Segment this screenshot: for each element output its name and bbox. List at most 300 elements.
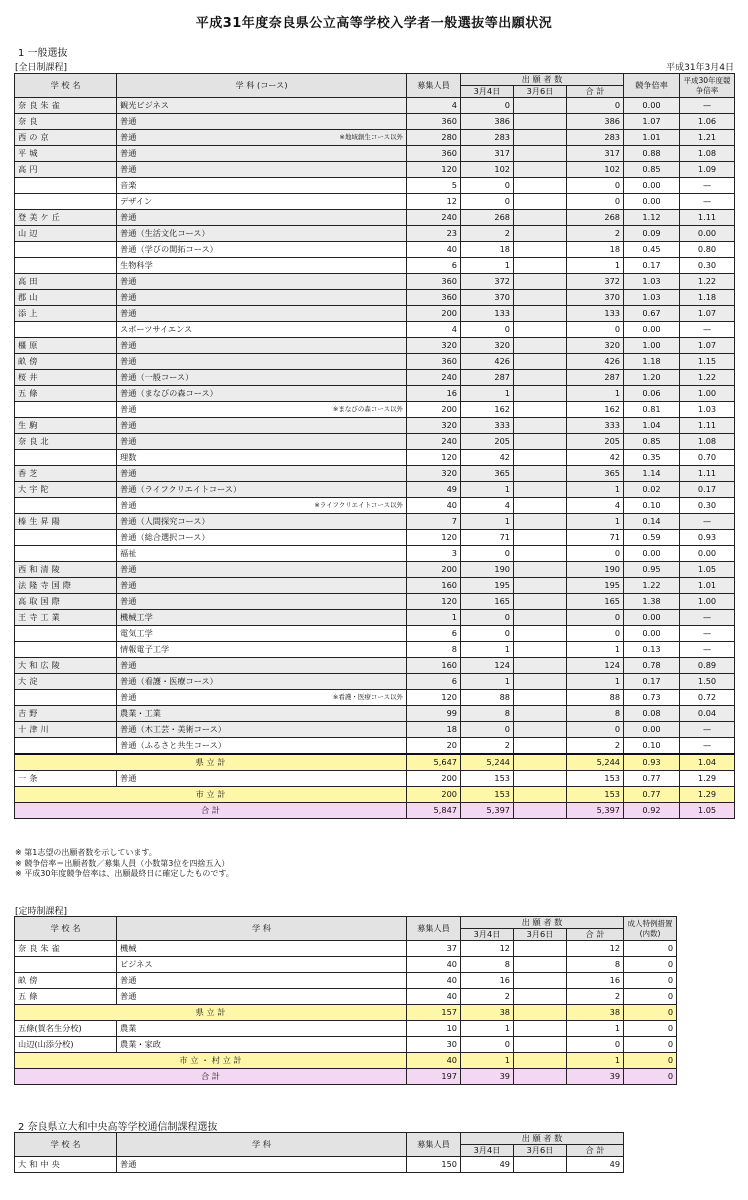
school-name: 吉野	[15, 706, 117, 722]
col-mar4: 3月4日	[461, 1145, 514, 1157]
mar4-cell: 49	[461, 1157, 514, 1173]
total-cell: 365	[567, 466, 624, 482]
mar6-cell	[514, 354, 567, 370]
prev-ratio-cell: 1.21	[680, 130, 735, 146]
dept-name	[117, 274, 407, 290]
prev-ratio-cell: —	[680, 738, 735, 755]
q-cell: 30	[407, 1037, 461, 1053]
quota-cell: 240	[407, 370, 461, 386]
total-label: 合 計	[15, 1069, 407, 1085]
prev-ratio-cell: 1.00	[680, 594, 735, 610]
total-cell: 0	[567, 194, 624, 210]
total-cell: 370	[567, 290, 624, 306]
quota-cell: 360	[407, 354, 461, 370]
total-cell: 0	[567, 546, 624, 562]
ratio-cell: 0.00	[624, 178, 680, 194]
total-cell: 333	[567, 418, 624, 434]
table-row	[15, 450, 735, 466]
r-total-cell: 0.92	[624, 803, 680, 819]
mar4-cell: 124	[461, 658, 514, 674]
ratio-cell: 0.85	[624, 434, 680, 450]
mar4-cell: 195	[461, 578, 514, 594]
total-cell: 317	[567, 146, 624, 162]
prev-ratio-cell: —	[680, 98, 735, 114]
quota-cell: 160	[407, 658, 461, 674]
mar4-cell: 1	[461, 386, 514, 402]
mar4-cell: 162	[461, 402, 514, 418]
dept-note: ※地域創生コース以外	[339, 133, 403, 141]
quota-cell: 120	[407, 594, 461, 610]
dept-note: ※看護・医療コース以外	[332, 693, 403, 701]
t-cell: 2	[567, 989, 624, 1005]
prev-ratio-cell: 0.17	[680, 482, 735, 498]
quota-cell: 49	[407, 482, 461, 498]
q-total-cell: 5,647	[407, 754, 461, 771]
mar6-cell	[514, 306, 567, 322]
ratio-cell: 0.00	[624, 610, 680, 626]
school-name: 大和広陵	[15, 658, 117, 674]
mar6-cell	[514, 690, 567, 706]
table-row	[15, 178, 735, 194]
total-cell: 0	[567, 722, 624, 738]
dept-label: 普通（看護・医療コース）	[120, 676, 218, 686]
table-row	[15, 771, 735, 787]
b-total-cell	[514, 1053, 567, 1069]
mar6-cell	[514, 130, 567, 146]
school-name	[15, 258, 117, 274]
dept-label: スポーツサイエンス	[120, 324, 193, 334]
quota-cell: 18	[407, 722, 461, 738]
dept-name	[117, 674, 407, 690]
col-prev-ratio: 平成30年度競争倍率	[680, 74, 735, 98]
dept-name	[117, 210, 407, 226]
dept-name	[117, 130, 407, 146]
dept-label: 理数	[120, 452, 137, 462]
prev-ratio-cell: 1.22	[680, 370, 735, 386]
mar4-cell: 88	[461, 690, 514, 706]
school-name	[15, 957, 117, 973]
dept-label: 普通	[120, 356, 137, 366]
school-name	[15, 546, 117, 562]
table-row	[15, 642, 735, 658]
col-applicants: 出 願 者 数	[461, 74, 624, 86]
dept-name: 普通	[117, 1157, 407, 1173]
quota-cell: 8	[407, 642, 461, 658]
table-row	[15, 162, 735, 178]
school-name: 西和清陵	[15, 562, 117, 578]
prev-ratio-cell: 1.22	[680, 274, 735, 290]
b-cell	[514, 957, 567, 973]
page-title: 平成31年度奈良県公立高等学校入学者一般選抜等出願状況	[195, 16, 553, 31]
dept-name	[117, 498, 407, 514]
col-ratio: 競争倍率	[624, 74, 680, 98]
school-name	[15, 690, 117, 706]
prev-ratio-cell: 1.07	[680, 338, 735, 354]
quota-cell: 360	[407, 274, 461, 290]
mar4-cell: 287	[461, 370, 514, 386]
quota-cell: 3	[407, 546, 461, 562]
mar4-cell: 372	[461, 274, 514, 290]
prev-ratio-cell: 1.08	[680, 434, 735, 450]
ratio-cell: 1.12	[624, 210, 680, 226]
dept-name	[117, 642, 407, 658]
ratio-cell: 0.45	[624, 242, 680, 258]
quota-cell: 360	[407, 114, 461, 130]
school-name: 畝傍	[15, 354, 117, 370]
dept-label: 普通	[120, 468, 137, 478]
school-name: 郡山	[15, 290, 117, 306]
a-total-cell: 153	[461, 787, 514, 803]
total-cell: 0	[567, 98, 624, 114]
prev-ratio-cell: —	[680, 610, 735, 626]
quota-cell: 1	[407, 610, 461, 626]
quota-cell: 160	[407, 578, 461, 594]
q-total-cell: 200	[407, 787, 461, 803]
section-1-heading: 1 一般選抜	[18, 48, 68, 59]
dept-name: 普通	[117, 973, 407, 989]
quota-cell: 16	[407, 386, 461, 402]
dept-name: ビジネス	[117, 957, 407, 973]
t-total-cell: 5,397	[567, 803, 624, 819]
ratio-cell: 0.10	[624, 738, 680, 755]
table-row	[15, 514, 735, 530]
ratio-cell: 0.00	[624, 322, 680, 338]
table-row	[15, 957, 677, 973]
quota-cell: 6	[407, 258, 461, 274]
dept-name	[117, 450, 407, 466]
school-name: 榛生昇陽	[15, 514, 117, 530]
mar4-cell: 320	[461, 338, 514, 354]
mar6-cell	[514, 450, 567, 466]
table-row	[15, 626, 735, 642]
table-row	[15, 130, 735, 146]
dept-name	[117, 706, 407, 722]
mar6-cell	[514, 146, 567, 162]
prev-ratio-cell: 1.29	[680, 771, 735, 787]
table-row	[15, 610, 735, 626]
table-row	[15, 706, 735, 722]
total-cell: 283	[567, 130, 624, 146]
quota-cell: 40	[407, 242, 461, 258]
table-row	[15, 674, 735, 690]
col-school: 学 校 名	[15, 74, 117, 98]
t-total-cell: 38	[567, 1005, 624, 1021]
quota-cell: 6	[407, 674, 461, 690]
mar6-cell	[514, 546, 567, 562]
mar4-cell: 1	[461, 482, 514, 498]
dept-note: ※ライフクリエイトコース以外	[314, 501, 403, 509]
ratio-cell: 0.81	[624, 402, 680, 418]
total-cell: 49	[567, 1157, 624, 1173]
ratio-cell: 1.22	[624, 578, 680, 594]
table-row	[15, 322, 735, 338]
q-total-cell: 157	[407, 1005, 461, 1021]
t-total-cell: 5,244	[567, 754, 624, 771]
table-row	[15, 1021, 677, 1037]
mar4-cell: 1	[461, 258, 514, 274]
table-row	[15, 722, 735, 738]
x-total-cell: 0	[624, 1053, 677, 1069]
mar6-cell	[514, 658, 567, 674]
mar6-cell	[514, 514, 567, 530]
ratio-cell: 0.17	[624, 674, 680, 690]
x-cell: 0	[624, 1037, 677, 1053]
total-row	[15, 1053, 677, 1069]
table-row	[15, 941, 677, 957]
t-total-cell: 153	[567, 787, 624, 803]
b-cell	[514, 1021, 567, 1037]
prev-ratio-cell: 0.80	[680, 242, 735, 258]
school-name: 大宇陀	[15, 482, 117, 498]
ratio-cell: 0.08	[624, 706, 680, 722]
dept-label: 普通（まなびの森コース）	[120, 388, 218, 398]
q-cell: 200	[407, 771, 461, 787]
dept-name	[117, 434, 407, 450]
x-cell: 0	[624, 957, 677, 973]
table-row	[15, 114, 735, 130]
t-cell: 0	[567, 1037, 624, 1053]
ratio-cell: 0.95	[624, 562, 680, 578]
quota-cell: 200	[407, 562, 461, 578]
dept-label: 機械工学	[120, 612, 153, 622]
quota-cell: 120	[407, 690, 461, 706]
mar4-cell: 268	[461, 210, 514, 226]
ratio-cell: 0.13	[624, 642, 680, 658]
ratio-cell: 0.06	[624, 386, 680, 402]
a-cell: 8	[461, 957, 514, 973]
mar6-cell	[514, 530, 567, 546]
ratio-cell: 0.02	[624, 482, 680, 498]
ratio-cell: 0.17	[624, 258, 680, 274]
table-row	[15, 530, 735, 546]
ratio-cell: 0.67	[624, 306, 680, 322]
dept-label: 普通	[120, 500, 137, 510]
school-name: 高取国際	[15, 594, 117, 610]
mar4-cell: 317	[461, 146, 514, 162]
dept-name: 機械	[117, 941, 407, 957]
q-total-cell: 40	[407, 1053, 461, 1069]
quota-cell: 120	[407, 530, 461, 546]
total-cell: 0	[567, 626, 624, 642]
total-cell: 0	[567, 610, 624, 626]
table-row	[15, 242, 735, 258]
mar4-cell: 365	[461, 466, 514, 482]
q-cell: 40	[407, 957, 461, 973]
dept-label: 普通	[120, 340, 137, 350]
total-cell: 42	[567, 450, 624, 466]
x-cell: 0	[624, 1021, 677, 1037]
table-row	[15, 546, 735, 562]
ratio-cell: 0.00	[624, 98, 680, 114]
col-mar6: 3月6日	[514, 86, 567, 98]
total-cell: 1	[567, 482, 624, 498]
school-name: 奈良朱雀	[15, 941, 117, 957]
mar6-cell	[514, 706, 567, 722]
school-name: 十津川	[15, 722, 117, 738]
mar4-cell: 18	[461, 242, 514, 258]
col-school: 学 校 名	[15, 917, 117, 941]
prev-ratio-cell: 1.01	[680, 578, 735, 594]
q-total-cell: 197	[407, 1069, 461, 1085]
table-row	[15, 402, 735, 418]
dept-label: 普通（木工芸・美術コース）	[120, 724, 227, 734]
school-name: 高円	[15, 162, 117, 178]
quota-cell: 5	[407, 178, 461, 194]
table-row	[15, 658, 735, 674]
dept-name	[117, 354, 407, 370]
total-cell: 71	[567, 530, 624, 546]
school-name: 大和中央	[15, 1157, 117, 1173]
prev-ratio-cell: 0.70	[680, 450, 735, 466]
ratio-cell: 1.03	[624, 274, 680, 290]
dept-label: 普通（人間探究コース）	[120, 516, 210, 526]
mar4-cell: 370	[461, 290, 514, 306]
total-row	[15, 1005, 677, 1021]
mar6-cell	[514, 722, 567, 738]
total-cell: 102	[567, 162, 624, 178]
prev-ratio-cell: 0.30	[680, 258, 735, 274]
table-row	[15, 434, 735, 450]
table-row	[15, 498, 735, 514]
dept-name	[117, 386, 407, 402]
quota-cell: 20	[407, 738, 461, 755]
total-cell: 124	[567, 658, 624, 674]
quota-cell: 120	[407, 162, 461, 178]
mar4-cell: 165	[461, 594, 514, 610]
total-row	[15, 803, 735, 819]
dept-label: 普通	[120, 404, 137, 414]
prev-ratio-cell: 1.11	[680, 418, 735, 434]
school-name	[15, 322, 117, 338]
note-line: ※ 平成30年度競争倍率は、出願最終日に確定したものです。	[15, 869, 234, 878]
total-cell: 4	[567, 498, 624, 514]
school-name: 桜井	[15, 370, 117, 386]
school-name: 奈良朱雀	[15, 98, 117, 114]
mar4-cell: 190	[461, 562, 514, 578]
school-name: 大淀	[15, 674, 117, 690]
col-total: 合 計	[567, 86, 624, 98]
total-cell: 386	[567, 114, 624, 130]
quota-cell: 240	[407, 434, 461, 450]
dept-name	[117, 322, 407, 338]
quota-cell: 320	[407, 466, 461, 482]
mar6-cell	[514, 610, 567, 626]
dept-label: 普通	[120, 132, 137, 142]
total-row	[15, 754, 735, 771]
total-cell: 190	[567, 562, 624, 578]
parttime-table	[14, 916, 677, 1085]
mar4-cell: 0	[461, 98, 514, 114]
prev-ratio-cell: 0.00	[680, 546, 735, 562]
b-cell	[514, 771, 567, 787]
dept-label: 普通（一般コース）	[120, 372, 194, 382]
b-total-cell	[514, 803, 567, 819]
total-label: 市 立 ・ 村 立 計	[15, 1053, 407, 1069]
ratio-cell: 0.00	[624, 194, 680, 210]
b-total-cell	[514, 1005, 567, 1021]
mar6-cell	[514, 114, 567, 130]
dept-label: 生物科学	[120, 260, 153, 270]
mar6-cell	[514, 1157, 567, 1173]
dept-name	[117, 418, 407, 434]
prev-ratio-cell: 1.11	[680, 466, 735, 482]
total-cell: 8	[567, 706, 624, 722]
prev-ratio-cell: 1.07	[680, 306, 735, 322]
dept-label: 福祉	[120, 548, 137, 558]
table-row	[15, 258, 735, 274]
quota-cell: 240	[407, 210, 461, 226]
dept-name	[117, 610, 407, 626]
quota-cell: 200	[407, 306, 461, 322]
table-row	[15, 594, 735, 610]
quota-cell: 7	[407, 514, 461, 530]
school-name	[15, 626, 117, 642]
dept-name: 普通	[117, 989, 407, 1005]
x-cell: 0	[624, 973, 677, 989]
ratio-cell: 0.00	[624, 546, 680, 562]
table-row	[15, 973, 677, 989]
table-row	[15, 738, 735, 755]
dept-name	[117, 626, 407, 642]
total-label: 合 計	[15, 803, 407, 819]
quota-cell: 280	[407, 130, 461, 146]
dept-label: 普通（総合選択コース）	[120, 532, 210, 542]
mar4-cell: 102	[461, 162, 514, 178]
total-label: 県 立 計	[15, 1005, 407, 1021]
table-row	[15, 354, 735, 370]
total-cell: 1	[567, 514, 624, 530]
quota-cell: 4	[407, 322, 461, 338]
total-cell: 88	[567, 690, 624, 706]
col-quota: 募集人員	[407, 917, 461, 941]
quota-cell: 200	[407, 402, 461, 418]
total-cell: 165	[567, 594, 624, 610]
col-mar4: 3月4日	[461, 929, 514, 941]
ratio-cell: 1.20	[624, 370, 680, 386]
notes	[15, 848, 234, 880]
mar6-cell	[514, 738, 567, 755]
school-name	[15, 402, 117, 418]
prev-ratio-cell: —	[680, 642, 735, 658]
prev-ratio-cell: —	[680, 626, 735, 642]
prev-ratio-cell: —	[680, 194, 735, 210]
t-cell: 16	[567, 973, 624, 989]
dept-label: 情報電子工学	[120, 644, 170, 654]
school-name: 橿原	[15, 338, 117, 354]
a-total-cell: 1	[461, 1053, 514, 1069]
mar4-cell: 2	[461, 226, 514, 242]
dept-label: 普通	[120, 580, 137, 590]
b-total-cell	[514, 787, 567, 803]
t-cell: 12	[567, 941, 624, 957]
school-name	[15, 194, 117, 210]
x-total-cell: 0	[624, 1005, 677, 1021]
ratio-cell: 0.78	[624, 658, 680, 674]
dept-label: 普通	[120, 164, 137, 174]
table-row	[15, 290, 735, 306]
dept-label: 普通	[120, 436, 137, 446]
ratio-cell: 1.18	[624, 354, 680, 370]
mar4-cell: 1	[461, 642, 514, 658]
dept-name	[117, 546, 407, 562]
mar6-cell	[514, 626, 567, 642]
col-total: 合 計	[567, 1145, 624, 1157]
total-cell: 426	[567, 354, 624, 370]
total-cell: 268	[567, 210, 624, 226]
mar4-cell: 2	[461, 738, 514, 755]
school-name: 王寺工業	[15, 610, 117, 626]
dept-label: 農業・工業	[120, 708, 161, 718]
